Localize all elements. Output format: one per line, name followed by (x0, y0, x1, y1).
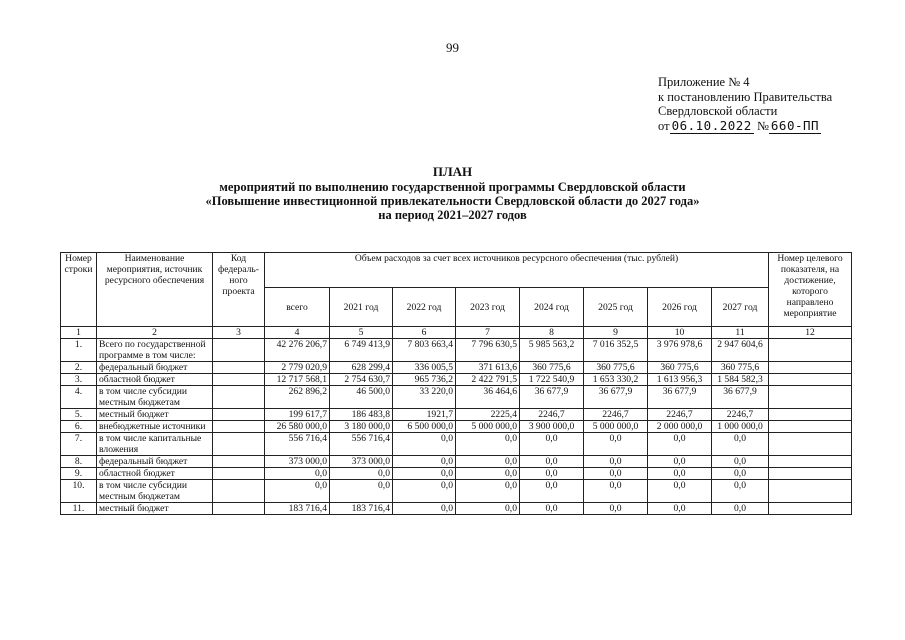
appendix-line: Приложение № 4 (658, 75, 750, 89)
row-code-cell (213, 503, 265, 515)
row-number-cell: 8. (61, 456, 97, 468)
row-target-cell (769, 339, 852, 362)
row-value-cell: 12 717 568,1 (265, 374, 330, 386)
row-value-cell: 0,0 (456, 433, 520, 456)
row-value-cell: 0,0 (584, 456, 648, 468)
row-value-cell: 2246,7 (520, 409, 584, 421)
header-year: 2027 год (712, 288, 769, 327)
column-number-row (61, 327, 852, 339)
row-value-cell: 0,0 (456, 456, 520, 468)
row-value-cell: 0,0 (330, 480, 393, 503)
title-line: «Повышение инвестиционной привлекательности Свердловской области до 2027 года» (205, 194, 700, 208)
row-value-cell: 6 749 413,9 (330, 339, 393, 362)
row-name-cell: областной бюджет (97, 374, 213, 386)
row-value-cell: 965 736,2 (393, 374, 456, 386)
header-row-no: Номер строки (61, 253, 97, 327)
appendix-date-line (658, 119, 832, 134)
row-value-cell: 2 000 000,0 (648, 421, 712, 433)
row-name-cell: федеральный бюджет (97, 362, 213, 374)
row-name-cell: местный бюджет (97, 503, 213, 515)
row-value-cell: 0,0 (648, 503, 712, 515)
row-value-cell: 7 803 663,4 (393, 339, 456, 362)
row-value-cell: 0,0 (520, 456, 584, 468)
document-title (0, 165, 905, 222)
row-value-cell: 0,0 (393, 503, 456, 515)
row-value-cell: 5 000 000,0 (584, 421, 648, 433)
from-prefix: от (658, 118, 670, 133)
row-value-cell: 0,0 (456, 503, 520, 515)
row-value-cell: 0,0 (520, 480, 584, 503)
row-value-cell: 2225,4 (456, 409, 520, 421)
table-row (61, 362, 852, 374)
title-word: ПЛАН (432, 164, 473, 179)
row-value-cell: 183 716,4 (265, 503, 330, 515)
row-value-cell: 0,0 (584, 433, 648, 456)
row-target-cell (769, 480, 852, 503)
table-row (61, 456, 852, 468)
column-number: 5 (330, 327, 393, 339)
row-value-cell: 2 754 630,7 (330, 374, 393, 386)
row-value-cell: 0,0 (520, 468, 584, 480)
row-value-cell: 2 422 791,5 (456, 374, 520, 386)
row-target-cell (769, 409, 852, 421)
row-value-cell: 0,0 (712, 480, 769, 503)
table-row (61, 468, 852, 480)
row-value-cell: 0,0 (648, 468, 712, 480)
row-value-cell: 373 000,0 (330, 456, 393, 468)
row-value-cell: 0,0 (393, 468, 456, 480)
column-number: 7 (456, 327, 520, 339)
plan-table (60, 252, 852, 515)
row-value-cell: 36 464,6 (456, 386, 520, 409)
row-value-cell: 0,0 (520, 433, 584, 456)
row-value-cell: 0,0 (648, 456, 712, 468)
row-value-cell: 6 500 000,0 (393, 421, 456, 433)
row-code-cell (213, 468, 265, 480)
row-name-cell: в том числе капитальные вложения (97, 433, 213, 456)
row-value-cell: 183 716,4 (330, 503, 393, 515)
row-value-cell: 42 276 206,7 (265, 339, 330, 362)
row-value-cell: 36 677,9 (712, 386, 769, 409)
row-name-cell: Всего по государственной программе в том числе: (97, 339, 213, 362)
row-value-cell: 5 985 563,2 (520, 339, 584, 362)
header-volume: Объем расходов за счет всех источников ресурсного обеспечения (тыс. рублей) (265, 253, 769, 288)
plan-table-body (61, 339, 852, 515)
row-code-cell (213, 374, 265, 386)
row-value-cell: 262 896,2 (265, 386, 330, 409)
row-value-cell: 1 000 000,0 (712, 421, 769, 433)
row-value-cell: 36 677,9 (520, 386, 584, 409)
row-name-cell: в том числе субсидии местным бюджетам (97, 386, 213, 409)
column-number: 3 (213, 327, 265, 339)
row-target-cell (769, 468, 852, 480)
row-name-cell: местный бюджет (97, 409, 213, 421)
row-name-cell: федеральный бюджет (97, 456, 213, 468)
row-value-cell: 0,0 (456, 468, 520, 480)
row-value-cell: 1921,7 (393, 409, 456, 421)
row-value-cell: 0,0 (584, 468, 648, 480)
row-value-cell: 2246,7 (648, 409, 712, 421)
row-value-cell: 2 947 604,6 (712, 339, 769, 362)
title-line: мероприятий по выполнению государственной программы Свердловской области (219, 180, 686, 194)
row-code-cell (213, 409, 265, 421)
row-value-cell: 199 617,7 (265, 409, 330, 421)
row-value-cell: 36 677,9 (584, 386, 648, 409)
row-code-cell (213, 339, 265, 362)
table-row (61, 421, 852, 433)
row-name-cell: в том числе субсидии местным бюджетам (97, 480, 213, 503)
row-value-cell: 0,0 (648, 433, 712, 456)
column-number: 9 (584, 327, 648, 339)
row-value-cell: 0,0 (712, 456, 769, 468)
row-value-cell: 556 716,4 (265, 433, 330, 456)
row-number-cell: 4. (61, 386, 97, 409)
row-value-cell: 0,0 (456, 480, 520, 503)
row-number-cell: 9. (61, 468, 97, 480)
row-value-cell: 628 299,4 (330, 362, 393, 374)
row-value-cell: 26 580 000,0 (265, 421, 330, 433)
row-code-cell (213, 480, 265, 503)
row-value-cell: 3 180 000,0 (330, 421, 393, 433)
row-value-cell: 0,0 (648, 480, 712, 503)
header-target: Номер целевого показателя, на достижение, которого направлено мероприятие (769, 253, 852, 327)
header-year: 2025 год (584, 288, 648, 327)
header-year: 2024 год (520, 288, 584, 327)
table-row (61, 339, 852, 362)
row-value-cell: 5 000 000,0 (456, 421, 520, 433)
number-prefix: № (756, 118, 769, 133)
column-number: 6 (393, 327, 456, 339)
table-row (61, 503, 852, 515)
row-value-cell: 1 584 582,3 (712, 374, 769, 386)
row-value-cell: 2 779 020,9 (265, 362, 330, 374)
row-value-cell: 1 613 956,3 (648, 374, 712, 386)
row-number-cell: 6. (61, 421, 97, 433)
row-target-cell (769, 362, 852, 374)
row-number-cell: 5. (61, 409, 97, 421)
row-value-cell: 0,0 (712, 503, 769, 515)
header-code: Код федераль-ного проекта (213, 253, 265, 327)
row-value-cell: 373 000,0 (265, 456, 330, 468)
row-value-cell: 360 775,6 (584, 362, 648, 374)
column-number: 2 (97, 327, 213, 339)
header-year: всего (265, 288, 330, 327)
row-value-cell: 7 796 630,5 (456, 339, 520, 362)
row-code-cell (213, 433, 265, 456)
column-number: 10 (648, 327, 712, 339)
row-value-cell: 360 775,6 (648, 362, 712, 374)
row-value-cell: 0,0 (584, 480, 648, 503)
row-value-cell: 33 220,0 (393, 386, 456, 409)
row-value-cell: 0,0 (520, 503, 584, 515)
row-value-cell: 0,0 (393, 433, 456, 456)
table-row (61, 480, 852, 503)
row-target-cell (769, 433, 852, 456)
row-number-cell: 10. (61, 480, 97, 503)
row-number-cell: 1. (61, 339, 97, 362)
title-line: на период 2021–2027 годов (378, 208, 527, 222)
header-year: 2023 год (456, 288, 520, 327)
column-number: 1 (61, 327, 97, 339)
row-value-cell: 186 483,8 (330, 409, 393, 421)
header-year: 2021 год (330, 288, 393, 327)
column-number: 4 (265, 327, 330, 339)
row-value-cell: 0,0 (393, 480, 456, 503)
table-row (61, 374, 852, 386)
row-number-cell: 3. (61, 374, 97, 386)
row-value-cell: 371 613,6 (456, 362, 520, 374)
row-target-cell (769, 456, 852, 468)
row-code-cell (213, 421, 265, 433)
row-value-cell: 0,0 (584, 503, 648, 515)
row-value-cell: 3 900 000,0 (520, 421, 584, 433)
row-value-cell: 0,0 (265, 480, 330, 503)
row-target-cell (769, 386, 852, 409)
header-year: 2026 год (648, 288, 712, 327)
table-row (61, 433, 852, 456)
resolution-date: 06.10.2022 (671, 117, 752, 133)
row-value-cell: 1 653 330,2 (584, 374, 648, 386)
row-name-cell: внебюджетные источники (97, 421, 213, 433)
page-number: 99 (446, 40, 459, 55)
table-row (61, 409, 852, 421)
row-value-cell: 0,0 (712, 433, 769, 456)
appendix-line: Свердловской области (658, 104, 778, 118)
row-value-cell: 0,0 (393, 456, 456, 468)
row-number-cell: 7. (61, 433, 97, 456)
row-target-cell (769, 503, 852, 515)
row-value-cell: 0,0 (712, 468, 769, 480)
row-code-cell (213, 362, 265, 374)
row-number-cell: 11. (61, 503, 97, 515)
row-number-cell: 2. (61, 362, 97, 374)
row-value-cell: 46 500,0 (330, 386, 393, 409)
row-value-cell: 360 775,6 (520, 362, 584, 374)
row-target-cell (769, 421, 852, 433)
resolution-number: 660-ПП (770, 117, 820, 133)
column-number: 8 (520, 327, 584, 339)
column-number: 12 (769, 327, 852, 339)
appendix-line: к постановлению Правительства (658, 89, 833, 104)
row-value-cell: 336 005,5 (393, 362, 456, 374)
row-name-cell: областной бюджет (97, 468, 213, 480)
row-value-cell: 3 976 978,6 (648, 339, 712, 362)
row-code-cell (213, 456, 265, 468)
row-value-cell: 556 716,4 (330, 433, 393, 456)
row-value-cell: 2246,7 (584, 409, 648, 421)
row-value-cell: 2246,7 (712, 409, 769, 421)
row-value-cell: 7 016 352,5 (584, 339, 648, 362)
row-value-cell: 360 775,6 (712, 362, 769, 374)
column-number: 11 (712, 327, 769, 339)
row-value-cell: 1 722 540,9 (520, 374, 584, 386)
header-year: 2022 год (393, 288, 456, 327)
header-name: Наименование мероприятия, источник ресурсного обеспечения (97, 253, 213, 327)
row-value-cell: 0,0 (330, 468, 393, 480)
row-value-cell: 36 677,9 (648, 386, 712, 409)
row-code-cell (213, 386, 265, 409)
row-target-cell (769, 374, 852, 386)
appendix-block (658, 75, 832, 133)
row-value-cell: 0,0 (265, 468, 330, 480)
table-row (61, 386, 852, 409)
